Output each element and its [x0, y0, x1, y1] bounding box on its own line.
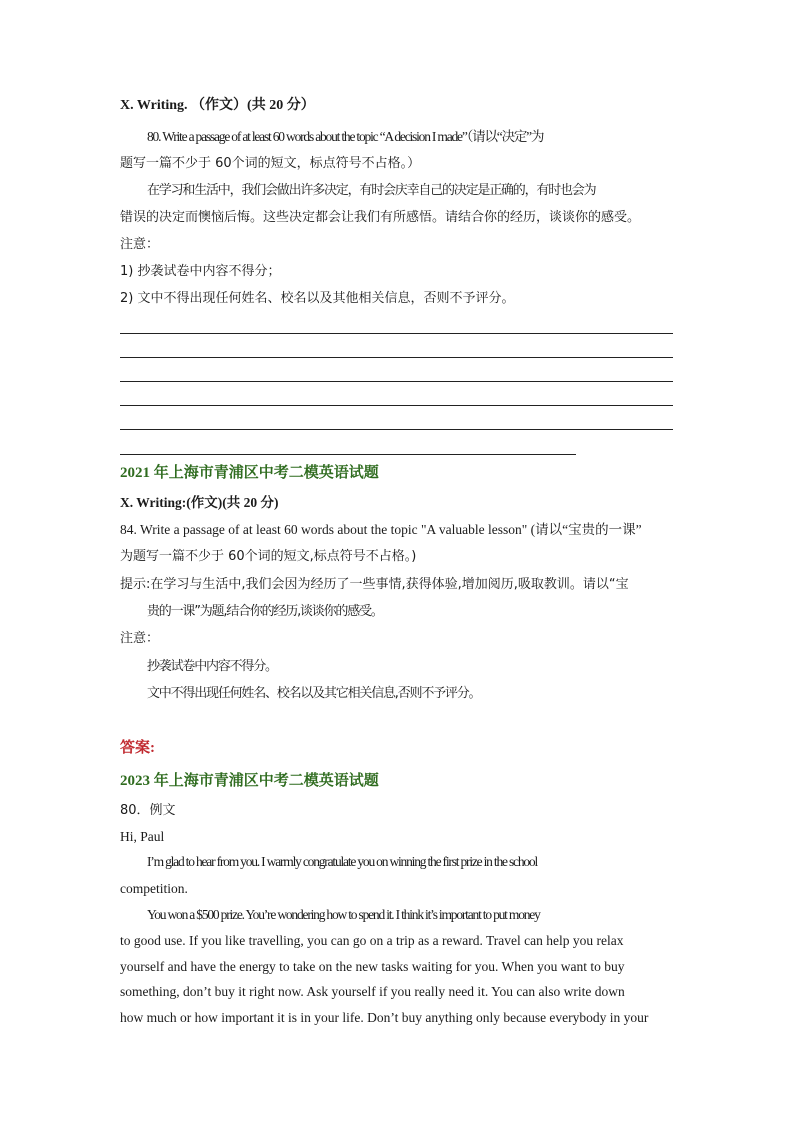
section1-question-line1: 80. Write a passage of at least 60 words about the topic “A decision I made”（请以“决定”为 — [147, 129, 544, 144]
answer-p2-line2: to good use. If you like travelling, you can go on a trip as a reward. Travel can help you relax — [120, 933, 624, 948]
answer-p1-line2: competition. — [120, 881, 188, 896]
section1-notice-label: 注意： — [120, 237, 160, 252]
section2-rule2: 文中不得出现任何姓名、校名以及其它相关信息,否则不予评分。 — [147, 686, 481, 701]
section2-notice-label: 注意： — [120, 631, 160, 646]
section1-hint-line2: 错误的决定而懊恼后悔。这些决定都会让我们有所感悟。请结合你的经历，谈谈你的感受。 — [120, 210, 641, 225]
answer-writing-line — [120, 357, 673, 358]
answer-p2-line3: yourself and have the energy to take on the new tasks waiting for you. When you want to buy — [120, 959, 625, 974]
section2-rule1: 抄袭试卷中内容不得分。 — [147, 659, 277, 674]
answer-p2-line1: You won a $500 prize. You’re wondering how to spend it. I think it’s important to put money — [147, 907, 540, 922]
answer-writing-line — [120, 333, 673, 334]
answer-p2-line4: something, don’t buy it right now. Ask yourself if you really need it. You can also write down — [120, 984, 625, 999]
section2-question-line1: 84. Write a passage of at least 60 words about the topic "A valuable lesson" (请以“宝贵的一课” — [120, 522, 642, 537]
answer-writing-line — [120, 454, 576, 455]
answer-item-number: 80．例文 — [120, 803, 176, 818]
section2-heading: X. Writing:(作文)(共 20 分) — [120, 495, 279, 510]
section1-rule1: 1) 抄袭试卷中内容不得分； — [120, 264, 281, 279]
answer-writing-line — [120, 381, 673, 382]
answer-p1-line1: I’m glad to hear from you. I warmly congratulate you on winning the first prize in the school — [147, 854, 538, 869]
section1-heading: X. Writing. （作文）(共 20 分） — [120, 98, 315, 113]
section2-hint-line2: 贵的一课”为题,结合你的经历,谈谈你的感受。 — [147, 604, 383, 619]
answer-label: 答案: — [120, 740, 155, 756]
section1-rule2: 2) 文中不得出现任何姓名、校名以及其他相关信息，否则不予评分。 — [120, 291, 515, 306]
section2-question-line2: 为题写一篇不少于 60个词的短文,标点符号不占格。) — [120, 549, 417, 564]
answer-p2-line5: how much or how important it is in your life. Don’t buy anything only because everybody in your — [120, 1010, 649, 1025]
section1-hint-line1: 在学习和生活中，我们会做出许多决定，有时会庆幸自己的决定是正确的，有时也会为 — [147, 183, 596, 198]
answer-writing-line — [120, 405, 673, 406]
answer-title: 2023 年上海市青浦区中考二模英语试题 — [120, 773, 379, 789]
section2-title: 2021 年上海市青浦区中考二模英语试题 — [120, 465, 379, 481]
answer-greeting: Hi, Paul — [120, 829, 165, 844]
section1-question-line2: 题写一篇不少于 60个词的短文，标点符号不占格。） — [120, 156, 421, 171]
section2-hint-line1: 提示:在学习与生活中,我们会因为经历了一些事情,获得体验,增加阅历,吸取教训。请以“宝 — [120, 577, 629, 592]
answer-writing-line — [120, 429, 673, 430]
